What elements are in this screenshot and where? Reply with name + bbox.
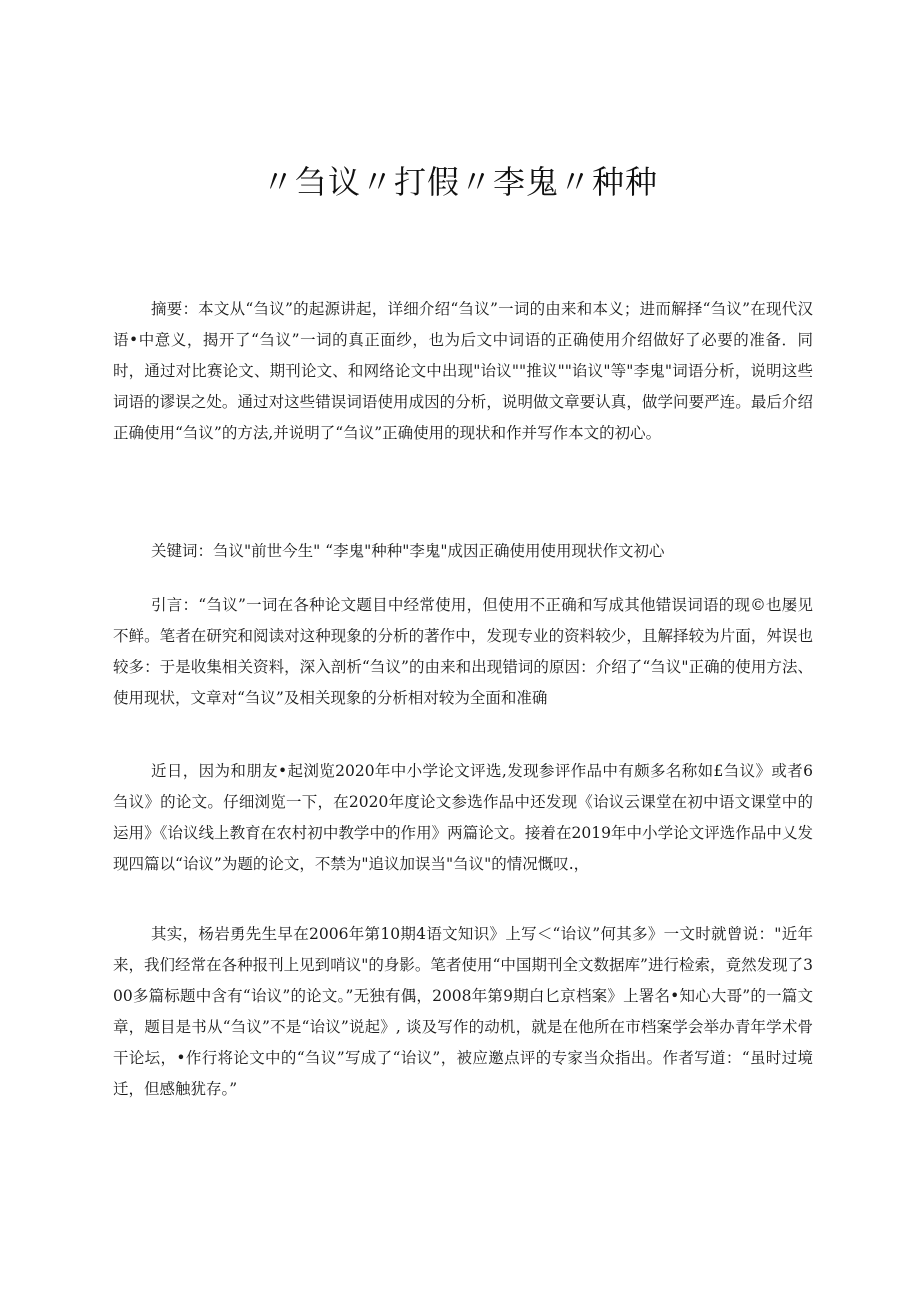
introduction-paragraph: 引言：“刍议”一词在各种论文题目中经常使用，但使用不正确和写成其他错误词语的现©也屡见不鲜。笔者在研究和阅读对这种现象的分析的著作中，发现专业的资料较少，且解择较为片面，舛误也较多：于是收集相关资料，深入剖析“刍议”的由来和出现错词的原因：介绍了“刍议"正确的使用方法、使用现状，文章对“刍议”及相关现象的分析相对较为全面和准确 — [113, 596, 813, 707]
document-title: 〃刍议〃打假〃李鬼〃种种 — [261, 163, 658, 201]
keywords-paragraph: 关键词：刍议"前世今生" “李鬼"种种"李鬼"成因正确使用使用现状作文初心 — [151, 542, 665, 560]
body-paragraph-actually: 其实，杨岩勇先生早在2006年第10期4语文知识》上写＜“诒议”何其多》一文时就曾说："近年来，我们经常在各种报刊上见到哨议"的身影。笔者使用“中国期刊全文数据库”进行检索，竟然发现了300多篇标题中含有“诒议”的论文。”无独有偶，2008年第9期白匕京档案》上署名•知心大哥”的一篇文章，题目是书从“刍议”不是“诒议”说起》, 谈及写作的动机，就是在他所在市档案学会举办青年学术骨干论坛，•作行将论文中的“刍议”写成了“诒议”，被应邀点评的专家当众指出。作者写道：“虽时过境迁，但感触犹存。” — [113, 925, 813, 1098]
abstract-paragraph: 摘要：本文从“刍议”的起源讲起，详细介绍“刍议”一词的由来和本义；进而解择“刍议”在现代汉语•中意义，揭开了“刍议”一词的真正面纱，也为后文中词语的正确使用介绍做好了必要的准备．同时，通过对比赛论文、期刊论文、和网络论文中出现"诒议""推议""谄议"等"李鬼"词语分析，说明这些词语的谬误之处。通过对这些错误词语使用成因的分析，说明做文章要认真，做学问要严连。最后介绍正确使用“刍议”的方法,并说明了“刍议”正确使用的现状和作并写作本文的初心。 — [113, 300, 813, 442]
body-paragraph-recent: 近日，因为和朋友•起浏览2020年中小学论文评选,发现参评作品中有颇多名称如£刍议》或者6刍议》的论文。仔细浏览一下，在2020年度论文参选作品中还发现《诒议云课堂在初中语文课堂中的运用》《诒议线上教育在农村初中教学中的作用》两篇论文。接着在2019年中小学论文评选作品中乂发现四篇以“诒议”为题的论文，不禁为"追议加误当"刍议"的情况慨叹.， — [113, 762, 813, 873]
